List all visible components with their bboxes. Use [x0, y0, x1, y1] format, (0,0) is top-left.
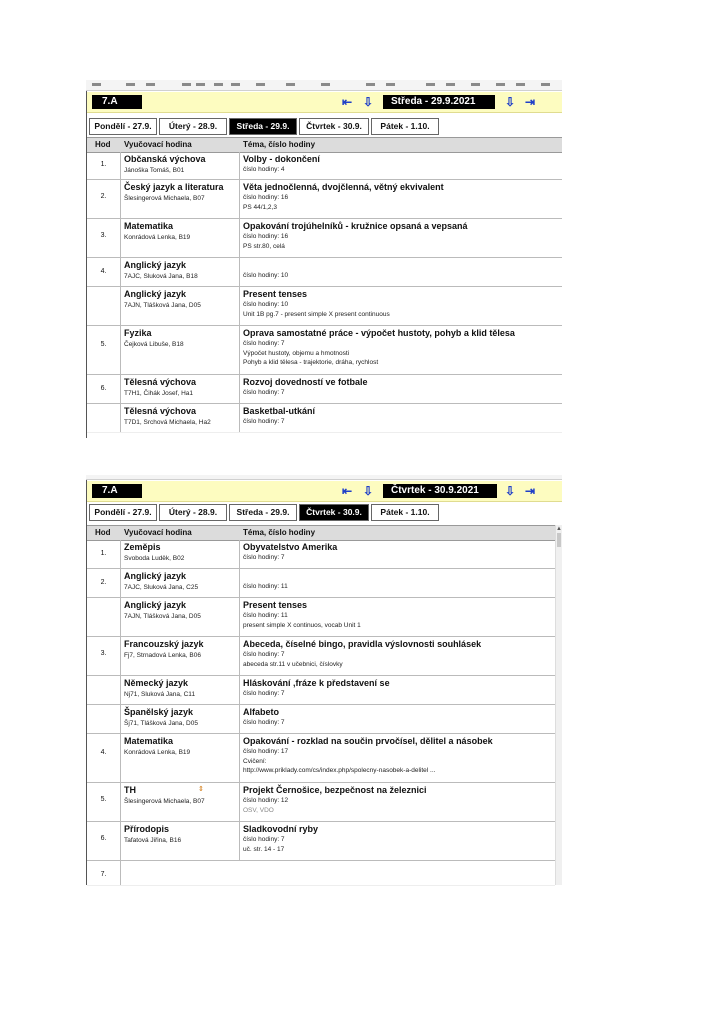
class-label: 7.A — [92, 95, 142, 109]
hod-number: 3. — [100, 232, 107, 239]
table-header — [87, 525, 562, 541]
tab-tuesday[interactable]: Úterý - 28.9. — [159, 504, 227, 521]
double-arrow-right-icon[interactable]: ⇥ — [525, 95, 536, 109]
topic-detail: číslo hodiny: 11 — [243, 583, 288, 590]
hod-number: 6. — [100, 385, 107, 392]
header-hod: Hod — [95, 528, 111, 537]
subject-name: Anglický jazyk — [124, 289, 187, 299]
double-arrow-right-icon[interactable]: ⇥ — [525, 484, 536, 498]
topic-detail: číslo hodiny: 17 — [243, 748, 289, 755]
teacher-name: Konrádová Lenka, B19 — [124, 749, 191, 756]
table-row[interactable] — [87, 783, 555, 822]
subject-name: Matematika — [124, 221, 174, 231]
header-hod: Hod — [95, 140, 111, 149]
hod-number: 7. — [100, 871, 107, 878]
header-topic: Téma, číslo hodiny — [243, 140, 316, 149]
teacher-name: Nj71, Sluková Jana, C11 — [124, 691, 196, 698]
subject-name: Francouzský jazyk — [124, 639, 204, 649]
subject-name: Český jazyk a literatura — [124, 182, 224, 192]
teacher-name: Čejková Libuše, B18 — [124, 341, 184, 348]
hod-number: 5. — [100, 341, 107, 348]
double-arrow-left-icon[interactable]: ⇤ — [342, 95, 353, 109]
subject-name: Anglický jazyk — [124, 571, 187, 581]
tab-thursday[interactable]: Čtvrtek - 30.9. — [299, 118, 369, 135]
topic-title: Opakování trojúhelníků - kružnice opsaná a vepsaná — [243, 221, 468, 231]
topic-title: Projekt Černošice, bezpečnost na železnici — [243, 785, 427, 795]
topic-title: Hláskování ,fráze k představení se — [243, 678, 390, 688]
vertical-scrollbar[interactable] — [555, 525, 562, 885]
topic-detail: číslo hodiny: 10 — [243, 272, 289, 279]
teacher-name: 7AJC, Sluková Jana, C25 — [124, 584, 199, 591]
topic-detail: číslo hodiny: 7 — [243, 836, 285, 843]
table-row[interactable] — [87, 569, 555, 598]
topic-title: Opakování - rozklad na součin prvočísel, dělitel a násobek — [243, 736, 493, 746]
subject-name: Fyzika — [124, 328, 152, 338]
arrow-right-icon[interactable]: ⇩ — [505, 484, 516, 498]
table-row[interactable] — [87, 258, 562, 287]
topic-detail: číslo hodiny: 7 — [243, 554, 285, 561]
date-navigation-bar — [87, 92, 562, 113]
topic-title: Present tenses — [243, 600, 308, 610]
topic-detail: Výpočet hustoty, objemu a hmotnosti — [243, 349, 350, 357]
topic-detail: číslo hodiny: 7 — [243, 418, 285, 425]
date-navigation-bar — [87, 481, 562, 502]
topic-title: Basketbal-utkání — [243, 406, 316, 416]
topic-detail: číslo hodiny: 7 — [243, 389, 285, 396]
topic-title: Rozvoj dovedností ve fotbale — [243, 377, 368, 387]
table-row[interactable] — [87, 540, 555, 569]
subject-name: Občanská výchova — [124, 154, 206, 164]
toolbar-strip — [86, 80, 562, 91]
timetable-panel-wednesday — [86, 80, 562, 438]
table-row[interactable] — [87, 287, 562, 326]
table-row[interactable] — [87, 705, 555, 734]
header-topic: Téma, číslo hodiny — [243, 528, 316, 537]
topic-detail: Pohyb a klid tělesa - trajektorie, dráha, rychlost — [243, 359, 379, 366]
teacher-name: 7AJN, Tlášková Jana, D05 — [124, 613, 201, 620]
table-row[interactable] — [87, 152, 562, 180]
tab-wednesday[interactable]: Středa - 29.9. — [229, 504, 297, 521]
hod-number: 3. — [100, 650, 107, 657]
topic-detail: číslo hodiny: 16 — [243, 194, 289, 201]
attachment-icon[interactable]: ⇕ — [198, 786, 204, 793]
table-row[interactable] — [87, 404, 562, 433]
teacher-name: Svoboda Luděk, B02 — [124, 555, 185, 562]
arrow-left-icon[interactable]: ⇩ — [363, 95, 374, 109]
topic-detail: PS 44/1,2,3 — [243, 203, 277, 211]
table-row[interactable] — [87, 180, 562, 219]
table-row[interactable] — [87, 734, 555, 783]
tab-monday[interactable]: Pondělí - 27.9. — [89, 504, 157, 521]
arrow-left-icon[interactable]: ⇩ — [363, 484, 374, 498]
scrollbar-thumb[interactable] — [557, 533, 561, 547]
lesson-rows — [87, 152, 562, 433]
subject-name: Zeměpis — [124, 542, 161, 552]
table-header — [87, 137, 562, 153]
topic-detail: číslo hodiny: 12 — [243, 797, 289, 804]
subject-name: Matematika — [124, 736, 174, 746]
table-row[interactable] — [87, 219, 562, 258]
subject-name: Německý jazyk — [124, 678, 189, 688]
subject-name: Přírodopis — [124, 824, 170, 834]
topic-title: Volby - dokončení — [243, 154, 320, 164]
class-label: 7.A — [92, 484, 142, 498]
topic-title: Alfabeto — [243, 707, 279, 717]
hod-number: 4. — [100, 749, 107, 756]
header-subject: Vyučovací hodina — [124, 528, 192, 537]
topic-detail: present simple X continuos, vocab Unit 1 — [243, 621, 361, 629]
hod-number: 1. — [100, 550, 107, 557]
header-subject: Vyučovací hodina — [124, 140, 192, 149]
topic-detail: uč. str. 14 - 17 — [243, 845, 285, 853]
subject-name: Tělesná výchova — [124, 377, 197, 387]
topic-detail: číslo hodiny: 7 — [243, 340, 285, 347]
subject-name: TH — [124, 785, 136, 795]
topic-title: Abeceda, číselné bingo, pravidla výslovnosti souhlásek — [243, 639, 482, 649]
teacher-name: Jánoška Tomáš, B01 — [124, 167, 185, 174]
table-row[interactable] — [87, 822, 555, 861]
teacher-name: Fj7, Strnadová Lenka, B06 — [124, 652, 201, 659]
teacher-name: 7AJN, Tlášková Jana, D05 — [124, 302, 201, 309]
topic-detail: PS str.80, celá — [243, 242, 285, 250]
topic-detail: číslo hodiny: 10 — [243, 301, 289, 308]
hod-number: 2. — [100, 579, 107, 586]
table-row[interactable] — [87, 861, 555, 886]
subject-name: Tělesná výchova — [124, 406, 197, 416]
teacher-name: T7H1, Čihák Josef, Ha1 — [124, 390, 194, 397]
tab-monday[interactable]: Pondělí - 27.9. — [89, 118, 157, 135]
topic-title: Sladkovodní ryby — [243, 824, 319, 834]
topic-detail: číslo hodiny: 11 — [243, 612, 288, 619]
topic-detail: abeceda str.11 v učebnici, číslovky — [243, 660, 343, 668]
topic-detail: číslo hodiny: 7 — [243, 651, 285, 658]
teacher-name: Šj71, Tlášková Jana, D05 — [124, 720, 198, 727]
topic-title: Věta jednočlenná, dvojčlenná, větný ekvivalent — [243, 182, 444, 192]
topic-detail: Unit 1B pg.7 - present simple X present continuous — [243, 310, 390, 318]
topic-title: Present tenses — [243, 289, 308, 299]
subject-name: Anglický jazyk — [124, 260, 187, 270]
toolbar-strip — [86, 475, 562, 480]
table-row[interactable] — [87, 637, 555, 676]
lesson-rows — [87, 540, 555, 886]
table-row[interactable] — [87, 598, 555, 637]
topic-detail: OSV, VDO — [243, 806, 274, 814]
tab-friday[interactable]: Pátek - 1.10. — [371, 118, 439, 135]
tab-friday[interactable]: Pátek - 1.10. — [371, 504, 439, 521]
teacher-name: T7D1, Srchová Michaela, Ha2 — [124, 419, 211, 426]
teacher-name: Tafatová Jiřina, B16 — [124, 837, 182, 844]
topic-link[interactable]: http://www.priklady.com/cs/index.php/spolecny-nasobek-a-delitel ... — [243, 767, 436, 774]
subject-name: Anglický jazyk — [124, 600, 187, 610]
tab-wednesday[interactable]: Středa - 29.9. — [229, 118, 297, 135]
day-tabs — [87, 117, 562, 135]
topic-detail: číslo hodiny: 4 — [243, 166, 285, 173]
teacher-name: Konrádová Lenka, B19 — [124, 234, 191, 241]
table-row[interactable] — [87, 375, 562, 404]
topic-detail: číslo hodiny: 16 — [243, 233, 289, 240]
topic-detail: číslo hodiny: 7 — [243, 719, 285, 726]
table-row[interactable] — [87, 326, 562, 375]
current-date-label: Čtvrtek - 30.9.2021 — [383, 484, 497, 498]
subject-name: Španělský jazyk — [124, 707, 194, 717]
topic-title: Oprava samostatné práce - výpočet hustoty, pohyb a klid tělesa — [243, 328, 515, 338]
teacher-name: 7AJC, Sluková Jana, B18 — [124, 273, 198, 280]
teacher-name: Šlesingerová Michaela, B07 — [124, 798, 205, 805]
timetable-panel-thursday — [86, 475, 562, 885]
day-tabs — [87, 503, 562, 521]
hod-number: 1. — [100, 161, 107, 168]
hod-number: 4. — [100, 268, 107, 275]
topic-title: Obyvatelstvo Amerika — [243, 542, 338, 552]
topic-detail: číslo hodiny: 7 — [243, 690, 285, 697]
arrow-right-icon[interactable]: ⇩ — [505, 95, 516, 109]
hod-number: 6. — [100, 835, 107, 842]
topic-detail: Cvičení: — [243, 757, 267, 765]
tab-tuesday[interactable]: Úterý - 28.9. — [159, 118, 227, 135]
scroll-up-icon[interactable]: ▲ — [556, 526, 562, 532]
hod-number: 5. — [100, 796, 107, 803]
current-date-label: Středa - 29.9.2021 — [383, 95, 495, 109]
table-row[interactable] — [87, 676, 555, 705]
tab-thursday[interactable]: Čtvrtek - 30.9. — [299, 504, 369, 521]
hod-number: 2. — [100, 193, 107, 200]
teacher-name: Šlesingerová Michaela, B07 — [124, 195, 205, 202]
double-arrow-left-icon[interactable]: ⇤ — [342, 484, 353, 498]
